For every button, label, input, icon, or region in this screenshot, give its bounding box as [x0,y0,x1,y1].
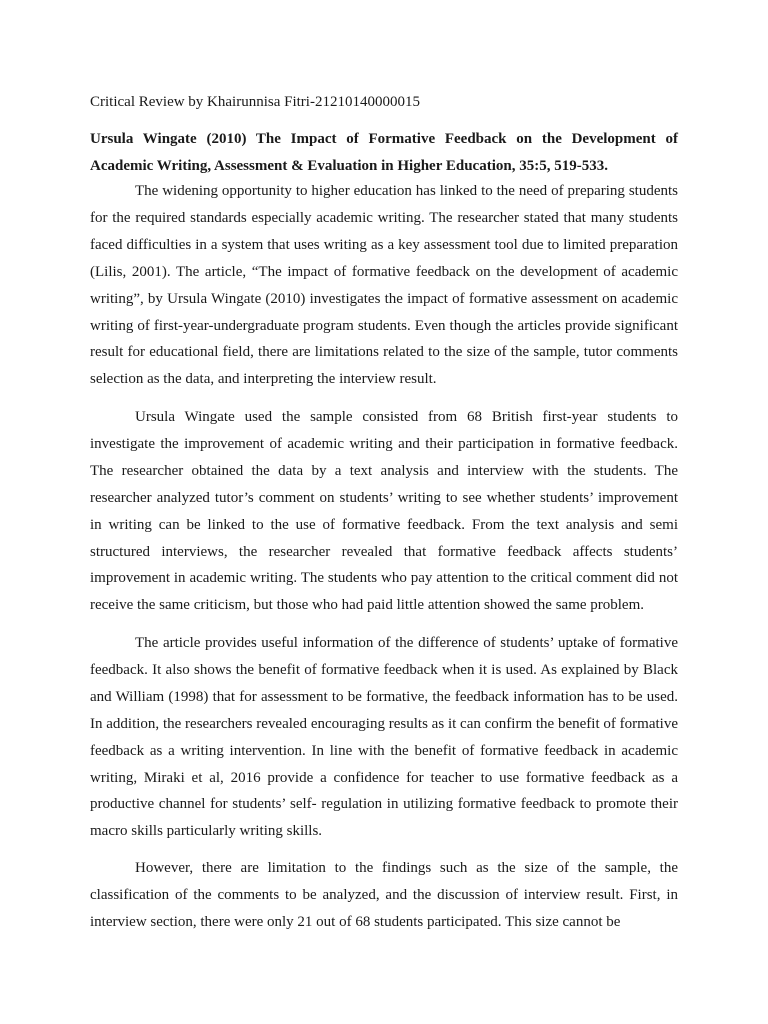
document-header: Critical Review by Khairunnisa Fitri-21210140000015 [90,94,420,110]
paragraph-4: However, there are limitation to the findings such as the size of the sample, the classification of the comments to be analyzed, and the discussion of interview result. First, in interview section, there were only 21 out of 68 students participated. This size cannot be [90,860,678,930]
article-reference: Ursula Wingate (2010) The Impact of Formative Feedback on the Development of Academic Writing, Assessment & Evaluation in Higher Education, 35:5, 519-533. [90,131,678,174]
paragraph-2: Ursula Wingate used the sample consisted from 68 British first-year students to investigate the improvement of academic writing and their participation in formative feedback. The researcher obtained the data by a text analysis and interview with the students. The researcher analyzed tutor’s comment on students’ writing to see whether students’ improvement in writing can be linked to the use of formative feedback. From the text analysis and semi structured interviews, the researcher revealed that formative feedback affects students’ improvement in academic writing. The students who pay attention to the critical comment did not receive the same criticism, but those who had paid little attention showed the same problem. [90,409,678,614]
paragraph-1: The widening opportunity to higher education has linked to the need of preparing students for the required standards especially academic writing. The researcher stated that many students faced difficulties in a system that uses writing as a key assessment tool due to limited preparation (Lilis, 2001). The article, “The impact of formative feedback on the development of academic writing”, by Ursula Wingate (2010) investigates the impact of formative assessment on academic writing of first-year-undergraduate program students. Even though the articles provide significant result for educational field, there are limitations related to the size of the sample, tutor comments selection as the data, and interpreting the interview result. [90,183,678,388]
paragraph-3: The article provides useful information of the difference of students’ uptake of formative feedback. It also shows the benefit of formative feedback when it is used. As explained by Black and William (1998) that for assessment to be formative, the feedback information has to be used. In addition, the researchers revealed encouraging results as it can confirm the benefit of formative feedback as a writing intervention. In line with the benefit of formative feedback in academic writing, Miraki et al, 2016 provide a confidence for teacher to use formative feedback as a productive channel for students’ self- regulation in utilizing formative feedback to promote their macro skills particularly writing skills. [90,635,678,840]
